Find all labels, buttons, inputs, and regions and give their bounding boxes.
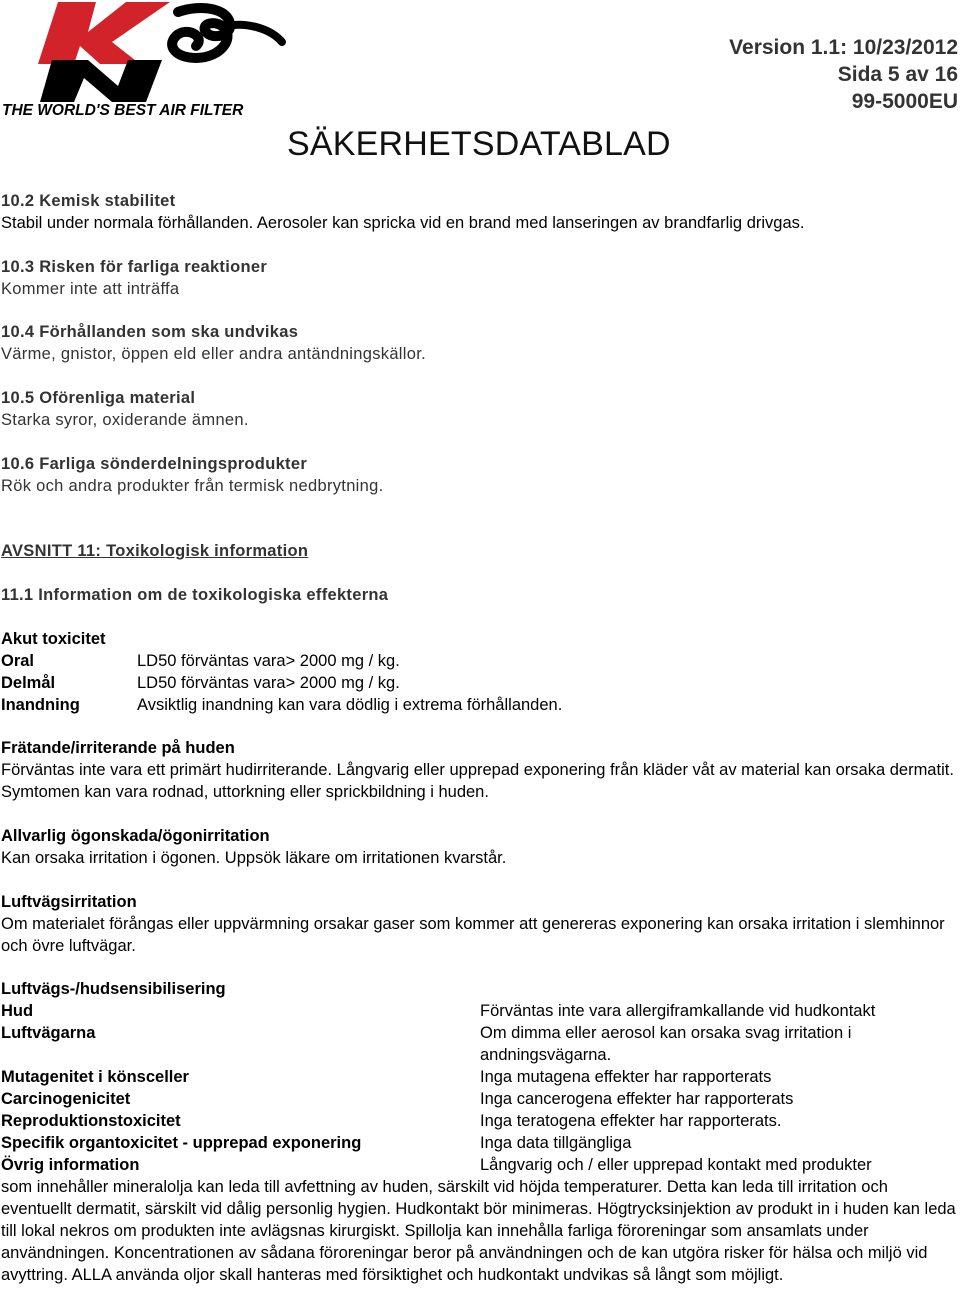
tox-row	[1, 1110, 959, 1132]
kn-logo	[0, 2, 290, 120]
row-value: Inga teratogena effekter har rapporterats.	[480, 1112, 782, 1131]
row-label: Luftvägarna	[1, 1024, 96, 1043]
row-label: Mutagenitet i könsceller	[1, 1068, 189, 1087]
section-10-4	[1, 321, 959, 365]
section-text: Kommer inte att inträffa	[1, 279, 180, 298]
sensitisation-row	[1, 1022, 959, 1066]
section-11-title: AVSNITT 11: Toxikologisk information	[1, 542, 309, 561]
sensitisation-row	[1, 1000, 959, 1022]
eye-heading: Allvarlig ögonskada/ögonirritation	[1, 826, 270, 845]
page-header	[0, 0, 960, 190]
section-10-5	[1, 387, 959, 431]
section-11-1-heading: 11.1 Information om de toxikologiska effekterna	[1, 585, 389, 604]
acute-toxicity-heading: Akut toxicitet	[1, 629, 106, 648]
section-heading: 10.2 Kemisk stabilitet	[1, 192, 176, 210]
document-body	[1, 190, 959, 1286]
section-text: Starka syror, oxiderande ämnen.	[1, 411, 249, 430]
row-label: Delmål	[1, 673, 56, 692]
document-code: 99-5000EU	[851, 90, 958, 113]
row-value: Inga cancerogena effekter har rapporterats	[480, 1090, 794, 1109]
row-label: Specifik organtoxicitet - upprepad exponering	[1, 1134, 362, 1153]
section-10-3	[1, 256, 959, 300]
tox-row	[1, 1132, 959, 1154]
other-info-text: som innehåller mineralolja kan leda till avfettning av huden, särskilt vid höjda temperaturer. Detta kan leda till irritation och eventuellt dermatit, särskilt vid dålig personlig hygien. Hudkontakt bör minimeras. Högtrycksinjektion av produkt in i huden kan leda till lokal nekros om produkten inte avlägsnas kirurgiskt. Spillolja kan innehålla farliga föroreningar som ansamlats under användningen. Koncentrationen av sådana föroreningar beror på användningen och de kan utgöra risker för hälsa och miljö vid avyttring. ALLA använda oljor skall hanteras med försiktighet och hudkontakt undvikas så långt som möjligt.	[1, 1178, 956, 1285]
acute-row	[1, 694, 959, 716]
row-value: Inga mutagena effekter har rapporterats	[480, 1068, 772, 1087]
section-heading: 10.5 Oförenliga material	[1, 389, 196, 408]
section-text: Stabil under normala förhållanden. Aerosoler kan spricka vid en brand med lanseringen av brandfarlig drivgas.	[1, 214, 805, 232]
section-heading: 10.4 Förhållanden som ska undvikas	[1, 323, 299, 342]
skin-text: Förväntas inte vara ett primärt hudirriterande. Långvarig eller upprepad exponering från kläder våt av material kan orsaka dermatit. Symtomen kan vara rodnad, uttorkning eller sprickbildning i huden.	[1, 761, 954, 802]
section-text: Rök och andra produkter från termisk nedbrytning.	[1, 476, 384, 495]
row-value: Om dimma eller aerosol kan orsaka svag irritation i andningsvägarna.	[480, 1024, 852, 1065]
row-label: Carcinogenicitet	[1, 1090, 131, 1109]
row-value: LD50 förväntas vara> 2000 mg / kg.	[137, 673, 400, 692]
section-10-6	[1, 453, 959, 497]
section-heading: 10.6 Farliga sönderdelningsprodukter	[1, 454, 308, 473]
row-label: Reproduktionstoxicitet	[1, 1112, 181, 1131]
skin-heading: Frätande/irriterande på huden	[1, 739, 235, 758]
section-text: Värme, gnistor, öppen eld eller andra antändningskällor.	[1, 345, 426, 364]
sensitisation-heading: Luftvägs-/hudsensibilisering	[1, 980, 226, 999]
document-title: SÄKERHETSDATABLAD	[287, 125, 671, 163]
row-label: Övrig information	[1, 1156, 140, 1175]
row-label: Hud	[1, 1002, 34, 1021]
row-value: Avsiktlig inandning kan vara dödlig i extrema förhållanden.	[137, 695, 563, 714]
acute-row	[1, 672, 959, 694]
document-meta	[729, 34, 958, 115]
respiratory-heading: Luftvägsirritation	[1, 892, 137, 911]
logo-tagline: THE WORLD'S BEST AIR FILTER	[2, 102, 244, 119]
row-value: LD50 förväntas vara> 2000 mg / kg.	[137, 651, 400, 670]
row-value: Förväntas inte vara allergiframkallande vid hudkontakt	[480, 1002, 876, 1021]
row-value: Långvarig och / eller upprepad kontakt med produkter	[480, 1156, 872, 1175]
version-label: Version 1.1: 10/23/2012	[729, 36, 958, 59]
eye-text: Kan orsaka irritation i ögonen. Uppsök läkare om irritationen kvarstår.	[1, 848, 507, 867]
row-label: Inandning	[1, 695, 80, 714]
tox-row	[1, 1154, 959, 1176]
tox-row	[1, 1066, 959, 1088]
section-heading: 10.3 Risken för farliga reaktioner	[1, 257, 268, 276]
page-number: Sida 5 av 16	[837, 63, 958, 86]
row-value: Inga data tillgängliga	[480, 1134, 632, 1153]
row-label: Oral	[1, 651, 35, 670]
acute-row	[1, 650, 959, 672]
respiratory-text: Om materialet förångas eller uppvärmning orsakar gaser som kommer att genereras exponering kan orsaka irritation i slemhinnor och övre luftvägar.	[1, 914, 945, 955]
section-10-2	[1, 190, 959, 234]
tox-row	[1, 1088, 959, 1110]
